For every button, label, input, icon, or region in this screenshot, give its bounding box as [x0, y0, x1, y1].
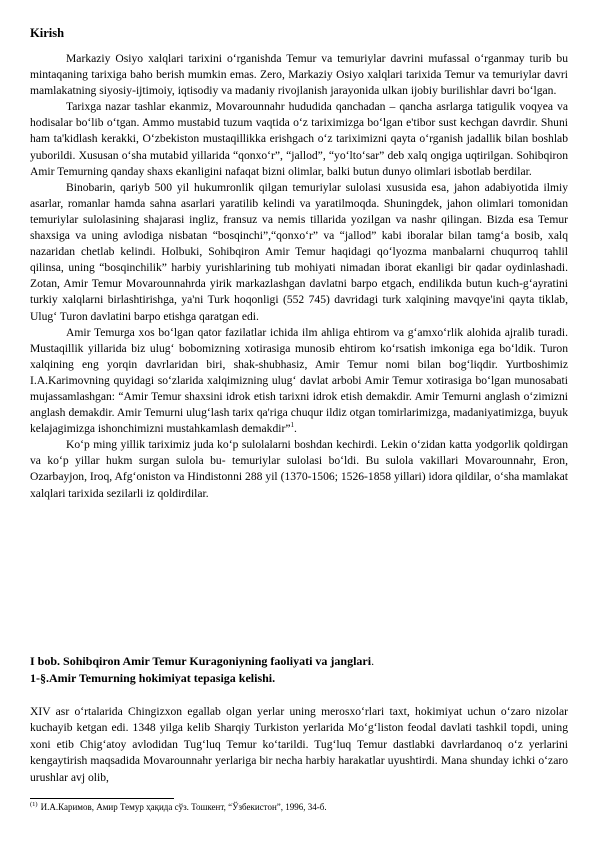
intro-paragraph-2: Tarixga nazar tashlar ekanmiz, Movarounnahr hududida qanchadan – qancha asrlarga tatigulik voqyea va hodisalar bo‘lib o‘tgan. Ammo mustabid tuzum vaqtida o‘z tariximizga bo‘lgan e'tibor sust kechgan davrdir. Shuni ham ta'kidlash kerakki, O‘zbekiston mustaqillikka erishgach o‘z tariximizni qayta o‘rganish jadallik bilan boshlab yuborildi. Xususan o‘sha mutabid yillarida “qonxo‘r”, “jallod”, “yo‘lto‘sar” deb xalq ongiga uqtirilgan. Sohibqiron Amir Temurning qanday shaxs ekanligini nafaqat bizni olimlar, balki butun dunyo olimlari isbotlab berdilar. [30, 100, 568, 178]
chapter-body [30, 704, 568, 786]
chapter-body-paragraph: XIV asr o‘rtalarida Chingizxon egallab olgan yerlar uning merosxo‘rlari taxt, hokimiyat uchun o‘zaro nizolar kuchayib ketgan edi. 1348 yilga kelib Sharqiy Turkiston yerlarida Mo‘g‘liston feodal davlati tashkil topdi, uning xoni etib Chig‘atoy avlodidan Tug‘luq Temur ko‘tarildi. Tug‘luq Temur dastlabki davrlardanoq o‘z yerlarini kengaytirish maqsadida Movarounnahr yerlariga bir necha harbiy harakatlar uyushtirdi. Mana shunday ichki o‘zaro urushlar avj olib, [30, 705, 568, 784]
intro-paragraph-4 [30, 325, 568, 438]
heading-kirish: Kirish [30, 26, 65, 40]
footnote-divider [30, 798, 174, 799]
footnote-reference[interactable]: 1 [290, 421, 294, 430]
footnote-text: И.А.Каримов, Амир Темур ҳақида сўз. Тошкент, “Ўзбекистон”, 1996, 34-б. [40, 802, 327, 812]
quote-end-punct: . [293, 422, 297, 436]
footnote-mark: (1) [30, 801, 38, 808]
intro-section [30, 51, 568, 502]
chapter-title-text: I bob. Sohibqiron Amir Temur Kuragoniyning faoliyati va janglari [30, 654, 372, 668]
intro-paragraph-3: Binobarin, qariyb 500 yil hukumronlik qilgan temuriylar sulolasi xususida esa, jahon adabiyotida ilmiy asarlar, romanlar hamda sahna asarlari yaratilib kelindi va yaratilmoqda. Shuningdek, jahon olimlari tomonidan temuriylar sulolasining shajarasi ingliz, fransuz va nemis tillarida yozilgan va nashr qilingan. Bizda esa Temur shaxsiga va uning avlodiga nisbatan “bosqinchi”,“qonxo‘r” va “jallod” kabi iboralar bilan tamg‘a bosib, xalq nazaridan chetlab kelindi. Holbuki, Sohibqiron Amir Temur haqidagi qo‘lyozma manbalarni chuqurroq tahlil qilinsa, uning “bosqinchilik” harbiy yurishlarining tub mohiyati nimadan iborat ekanligi bir qadar oydinlashadi. Zotan, Amir Temur Movarounnahrda yirik markazlashgan davlatni barpo etgach, endilikda butun kuch-g‘ayratini turkiy xalqlarni birlashtirishga, ya'ni Turk hoqonligi (552 745) davridagi turk xalqining mavqye'ini qayta tiklab, Ulug‘ Turon davlatini barpo etishga qaratgan edi. [30, 180, 568, 323]
intro-paragraph-5: Ko‘p ming yillik tariximiz juda ko‘p sulolalarni boshdan kechirdi. Lekin o‘zidan katta yodgorlik qoldirgan va ko‘p yillar hukm surgan sulola bu- temuriylar sulolasi bo‘ldi. Bu sulola vakillari Movarounnahr, Eron, Ozarbayjon, Iroq, Afg‘oniston va Hindistonni 288 yil (1370-1506; 1526-1858 yillari) idora qildilar, o‘sha mamlakat xalqlari tarixida sezilarli iz qoldirdilar. [30, 438, 568, 500]
chapter-title-end: . [371, 654, 375, 668]
intro-paragraph-1: Markaziy Osiyo xalqlari tarixini o‘rganishda Temur va temuriylar davrini mufassal o‘rganmay turib bu mintaqaning tarixiga baho berish mumkin emas. Zero, Markaziy Osiyo xalqlari tarixida Temur va temuriylar davri mamlakatning siyosiy-ijtimoiy, iqtisodiy va madaniy rivojlanish jarayonida ulkan ijobiy burilishlar davri bo‘lgan. [30, 52, 568, 98]
section-title: 1-§.Amir Temurning hokimiyat tepasiga kelishi. [30, 671, 276, 685]
chapter-title [30, 654, 374, 669]
intro-paragraph-4-text: Amir Temurga xos bo‘lgan qator fazilatlar ichida ilm ahliga ehtirom va g‘amxo‘rlik alohida ajralib turadi. Mustaqillik yillarida biz ulug‘ bobomizning xotirasiga munosib ehtirom ko‘rsatish imkoniga ega bo‘ldik. Turon xalqining eng yorqin davrlaridan biri, shak-shubhasiz, Amir Temur nomi bilan bog‘liqdir. Yurtboshimiz I.A.Karimovning quyidagi so‘zlarida xalqimizning ulug‘ davlat arbobi Amir Temur xotirasiga bo‘lgan munosabati mujassamlashgan: “Amir Temur shaxsini idrok etish tarixni idrok etish demakdir. Amir Temurni anglash o‘zimizni anglash demakdir. Amir Temurni ulug‘lash tarix qa'riga chuqur ildiz otgan tomirlarimizga, madaniyatimizga, buyuk kelajagimizga ishonchimizni mustahkamlash demakdir” [30, 325, 568, 436]
footnote [30, 801, 327, 813]
